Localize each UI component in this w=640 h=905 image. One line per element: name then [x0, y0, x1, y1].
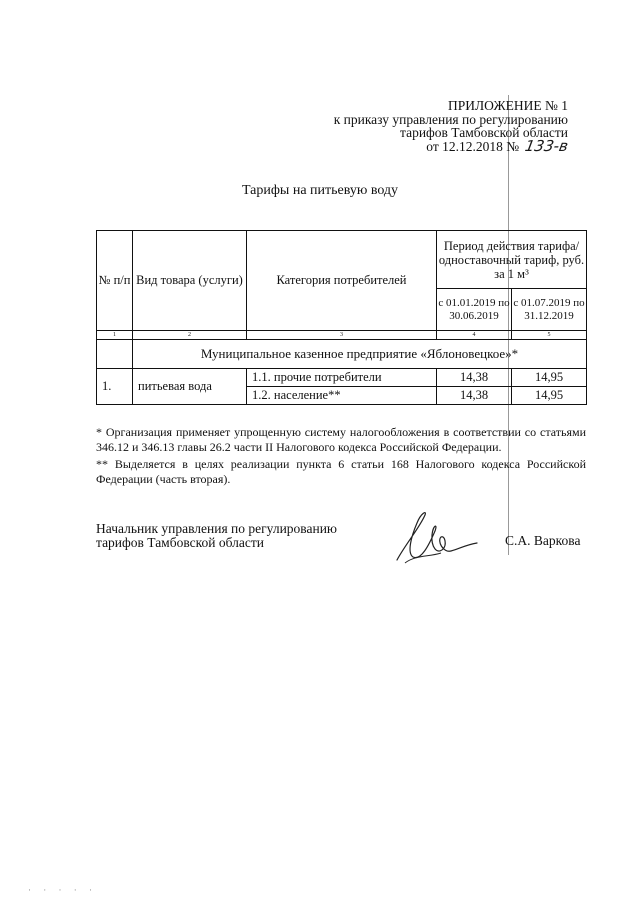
- appendix-title: ПРИЛОЖЕНИЕ № 1: [447, 98, 568, 113]
- order-date: от 12.12.2018 №: [426, 138, 520, 154]
- organization-spacer: [97, 340, 133, 369]
- signatory-position-line-2: тарифов Тамбовской области: [96, 535, 264, 550]
- handwritten-signature: [385, 505, 495, 570]
- scan-noise: · · · · ·: [28, 885, 97, 895]
- goods-cell: питьевая вода: [133, 369, 247, 405]
- appendix-header: [334, 99, 568, 153]
- column-index: 5: [512, 331, 587, 340]
- column-index: 4: [437, 331, 512, 340]
- row-number: 1.: [97, 369, 133, 405]
- appendix-order-line: к приказу управления по регулированию: [333, 111, 568, 127]
- column-index-row: [97, 331, 587, 340]
- col-header-goods: Вид товара (услуги): [133, 231, 247, 331]
- category-cell: 1.2. население**: [247, 387, 437, 405]
- column-index: 2: [133, 331, 247, 340]
- footnote-1: * Организация применяет упрощенную систему налогообложения в соответствии со статьями 346.12 и 346.13 главы 26.2 части II Налогового кодекса Российской Федерации.: [96, 425, 586, 454]
- signatory-name: С.А. Варкова: [505, 533, 581, 548]
- column-index: 1: [97, 331, 133, 340]
- tariff-table: [96, 230, 587, 405]
- tariff-period-2: 14,95: [512, 387, 587, 405]
- signatory-position-line-1: Начальник управления по регулированию: [96, 521, 338, 536]
- table-header-row: [97, 231, 587, 289]
- footnote-2: ** Выделяется в целях реализации пункта 6 статьи 168 Налогового кодекса Российской Федерации (часть вторая).: [96, 457, 586, 486]
- col-header-period-2: с 01.07.2019 по 31.12.2019: [512, 289, 587, 331]
- footnotes: [96, 425, 586, 489]
- table-row: [97, 369, 587, 387]
- appendix-date-line: [334, 136, 570, 155]
- category-cell: 1.1. прочие потребители: [247, 369, 437, 387]
- organization-row: [97, 340, 587, 369]
- signatory-position: [96, 522, 337, 550]
- document-title: Тарифы на питьевую воду: [241, 183, 399, 198]
- organization-name: Муниципальное казенное предприятие «Яблоновецкое»*: [133, 340, 587, 369]
- appendix-authority-line: тарифов Тамбовской области: [400, 125, 568, 140]
- col-header-category: Категория потребителей: [247, 231, 437, 331]
- tariff-period-1: 14,38: [437, 387, 512, 405]
- tariff-period-1: 14,38: [437, 369, 512, 387]
- col-header-number: № п/п: [97, 231, 133, 331]
- col-header-period: Период действия тарифа/одноставочный тариф, руб. за 1 м³: [437, 231, 587, 289]
- col-header-period-1: с 01.01.2019 по 30.06.2019: [437, 289, 512, 331]
- column-index: 3: [247, 331, 437, 340]
- order-number-handwritten: 133-в: [523, 136, 570, 155]
- tariff-period-2: 14,95: [512, 369, 587, 387]
